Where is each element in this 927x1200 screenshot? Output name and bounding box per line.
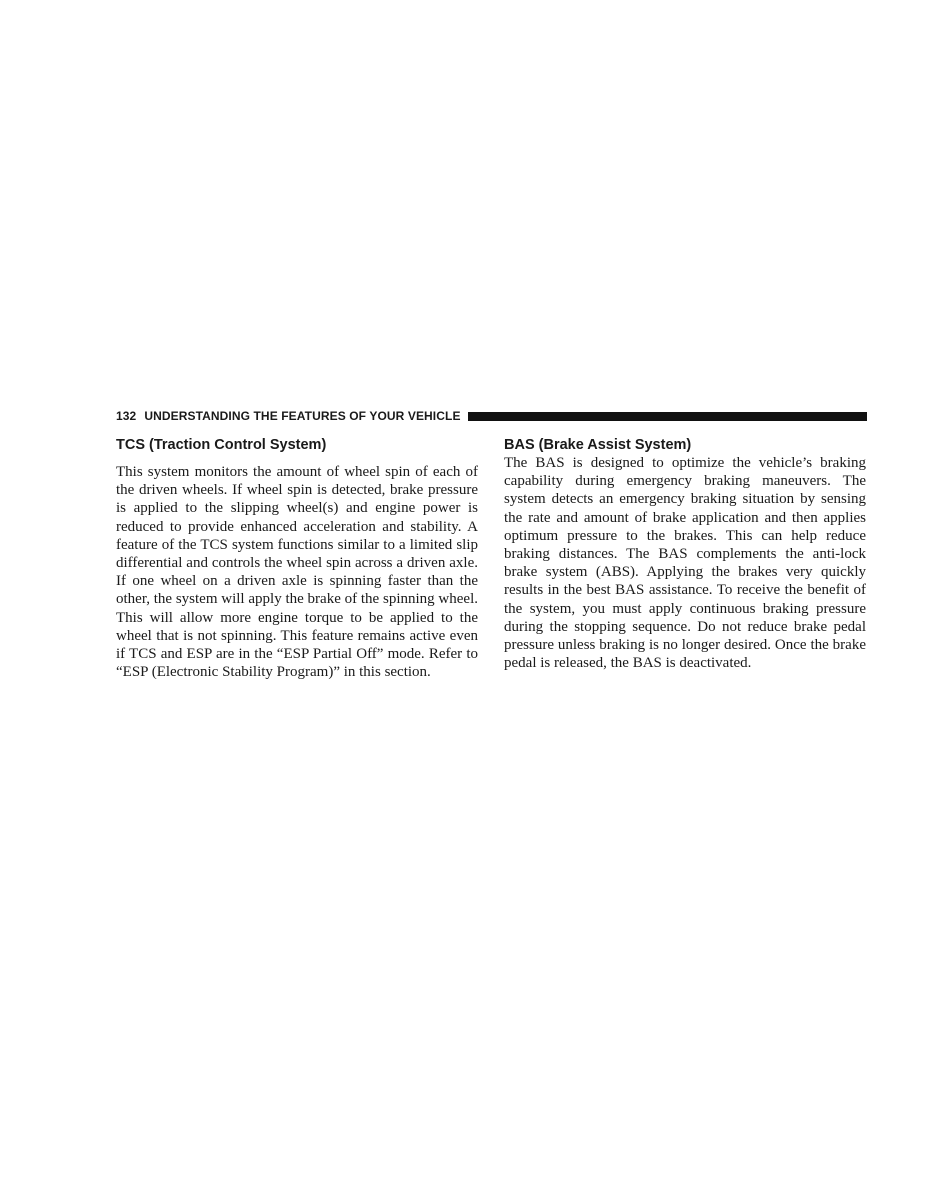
section-heading-bas: BAS (Brake Assist System) [504,437,692,453]
section-bas [504,436,866,672]
running-head: UNDERSTANDING THE FEATURES OF YOUR VEHICLE [144,409,461,423]
section-body-bas: The BAS is designed to optimize the vehicle’s braking capability during emergency braking maneuvers. The system detects an emergency braking situation by sensing the rate and amount of brake application and then applies optimum pressure to the brakes. This can help reduce braking distances. The BAS complements the anti-lock brake system (ABS). Applying the brakes very quickly results in the best BAS assistance. To receive the benefit of the system, you must apply continuous braking pressure during the stopping sequence. Do not reduce brake pedal pressure unless braking is no longer desired. Once the brake pedal is released, the BAS is deactivated. [504,455,866,672]
section-tcs [116,436,478,681]
page-number: 132 [116,409,137,423]
header-rule-bar [468,412,867,421]
section-body-tcs: This system monitors the amount of wheel spin of each of the driven wheels. If wheel spin is detected, brake pressure is applied to the slipping wheel(s) and engine power is reduced to provide enhanced acceleration and stability. A feature of the TCS system functions similar to a limited slip differential and controls the wheel spin across a driven axle. If one wheel on a driven axle is spinning faster than the other, the system will apply the brake of the spinning wheel. This will allow more engine torque to be applied to the wheel that is not spinning. This feature remains active even if TCS and ESP are in the “ESP Partial Off” mode. Refer to “ESP (Electronic Stability Program)” in this section. [116,464,478,681]
section-heading-tcs: TCS (Traction Control System) [116,437,327,453]
page-header [116,407,867,425]
